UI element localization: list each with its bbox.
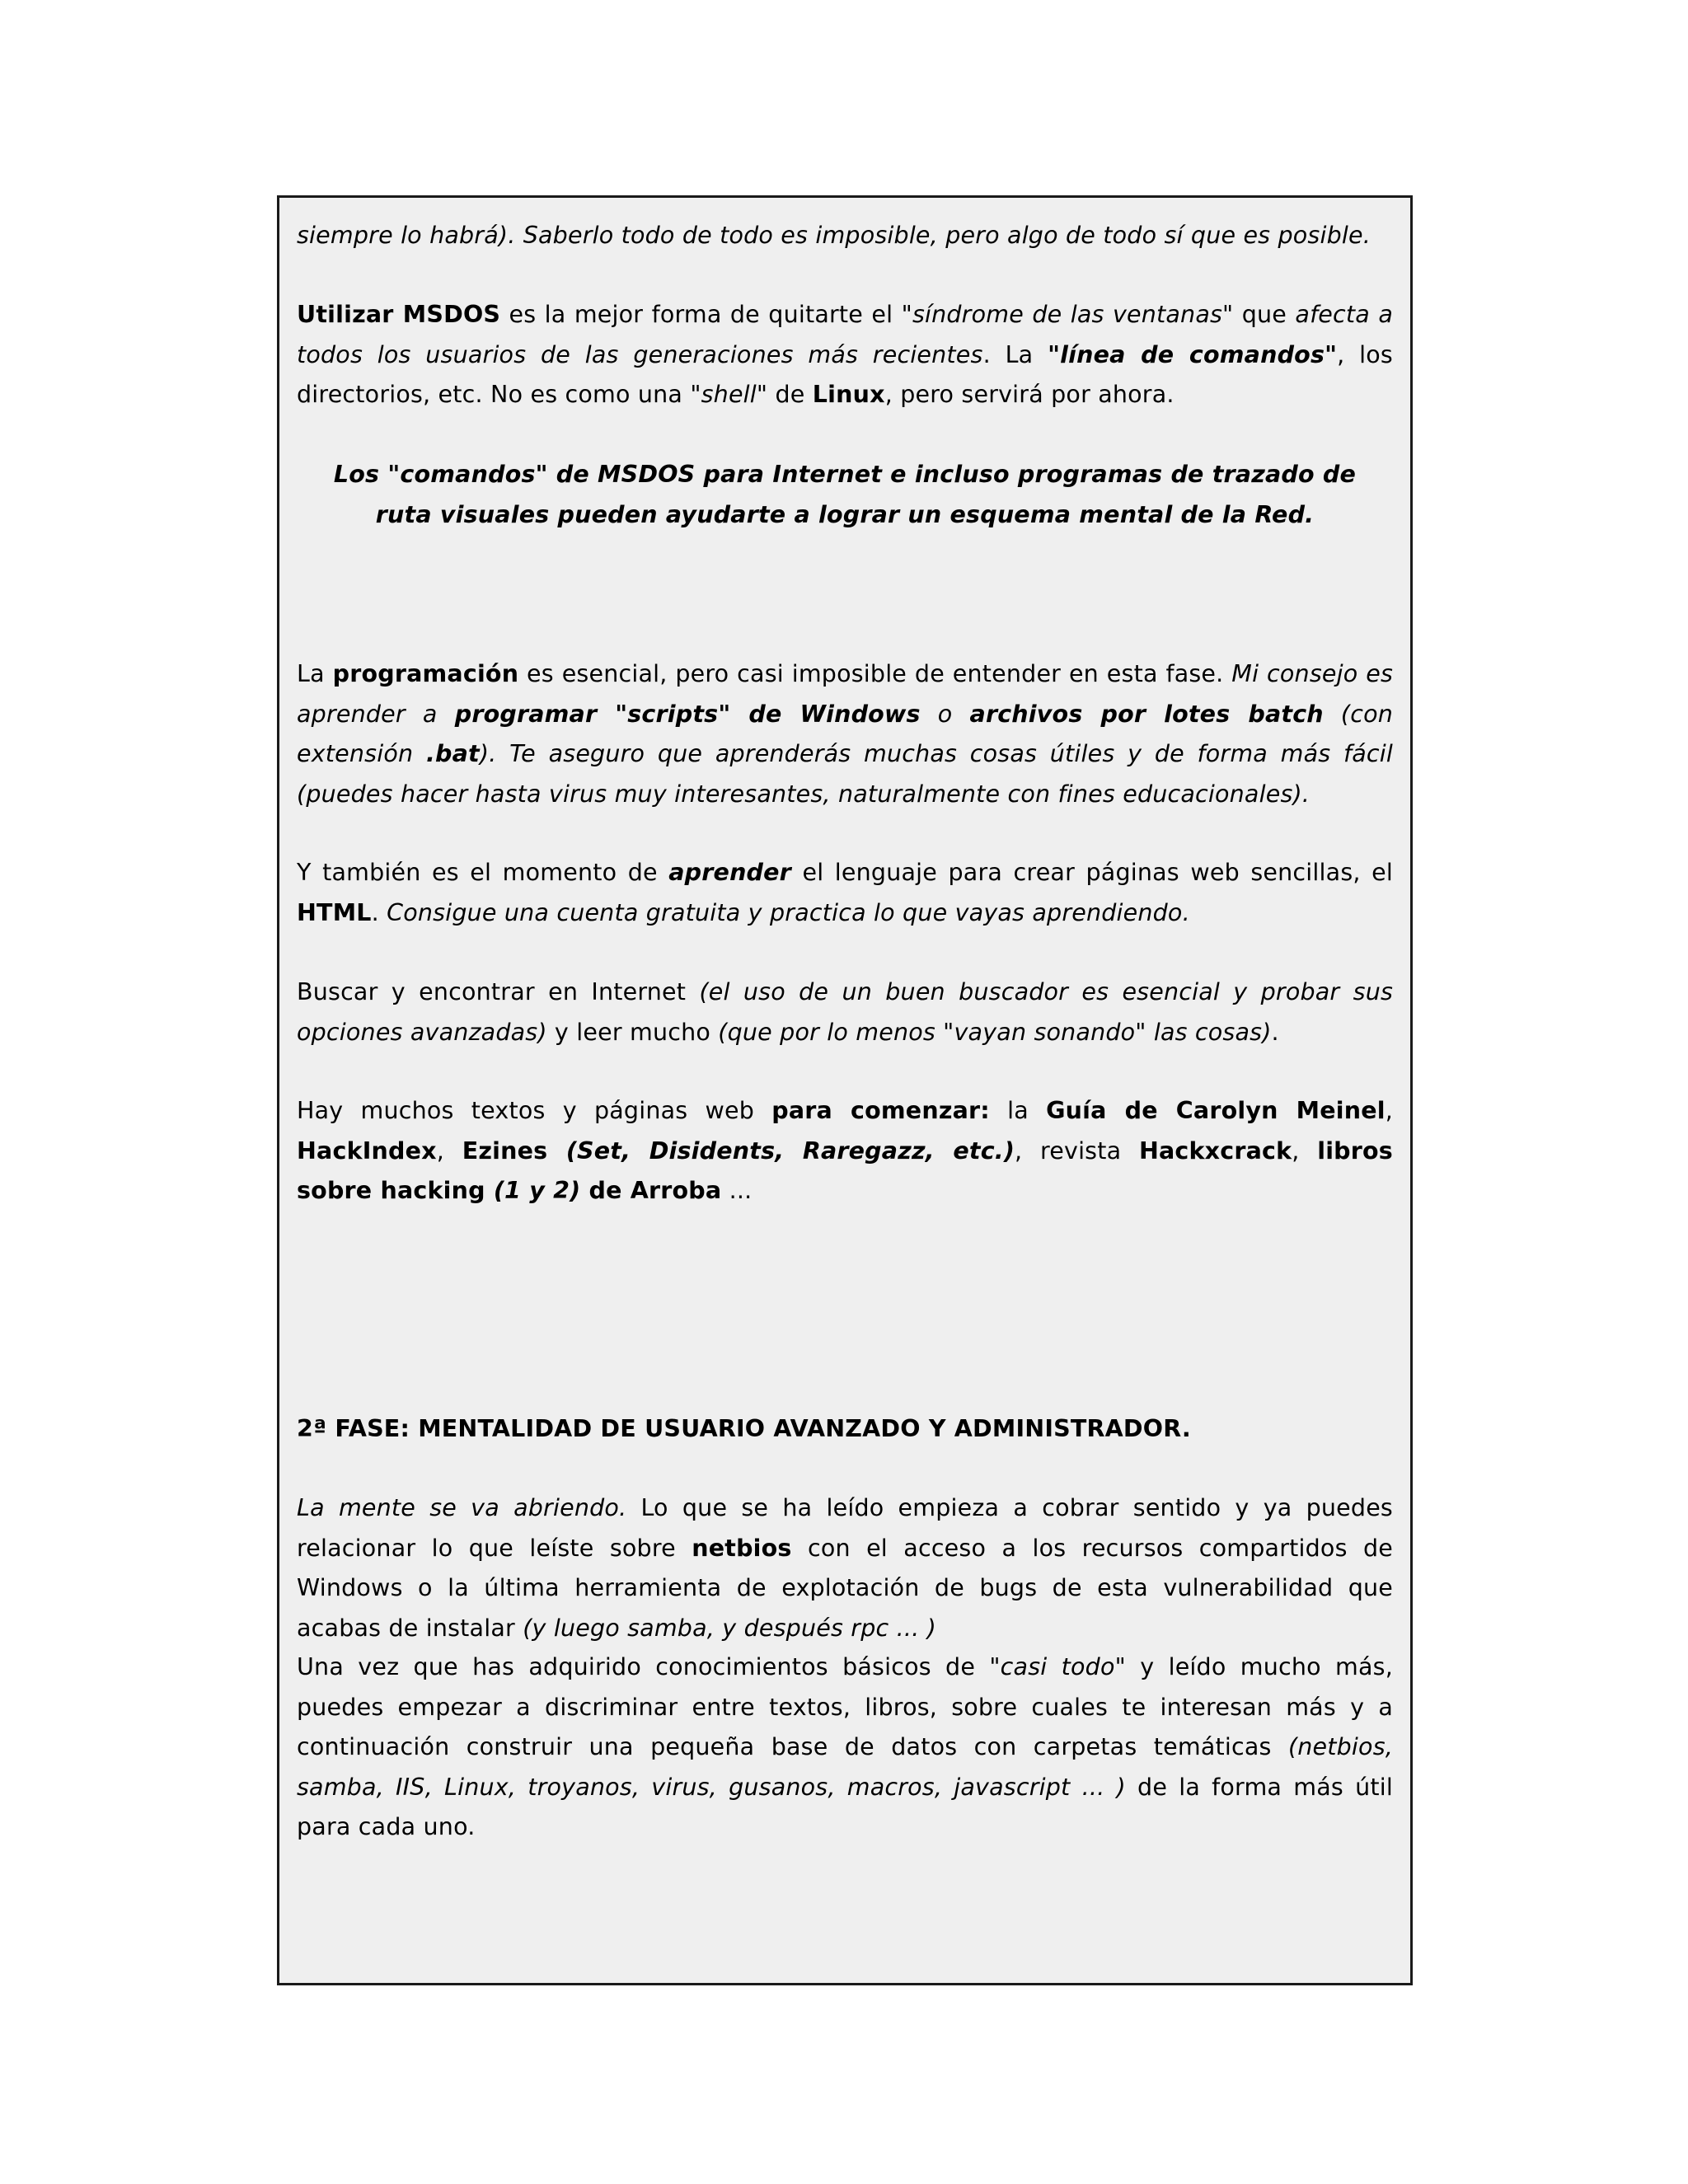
text-span: 2ª FASE: MENTALIDAD DE USUARIO AVANZADO Y ADMINISTRADOR.	[297, 1415, 1191, 1442]
paragraph-programacion	[297, 654, 1393, 814]
text-span: afecta a todos los usuarios de las generaciones más recientes	[297, 301, 1393, 368]
text-span: Hay muchos textos y páginas web	[297, 1097, 772, 1124]
text-span: Buscar y encontrar en Internet	[297, 978, 700, 1005]
text-span: netbios	[692, 1534, 792, 1562]
text-span: Ezines	[462, 1137, 566, 1165]
text-span: Mi consejo es aprender a	[297, 660, 1393, 728]
text-span: y leído mucho más, puedes empezar a discriminar entre textos, libros, sobre cuales te interesan más y a continuación construir una pequeña base de datos con carpetas temáticas	[297, 1653, 1393, 1760]
text-span: la	[989, 1097, 1047, 1124]
paragraph-base-datos	[297, 1647, 1393, 1848]
text-span: el lenguaje para crear páginas web sencillas, el	[790, 859, 1393, 886]
text-span: Linux	[812, 381, 885, 408]
text-span: HackIndex	[297, 1137, 437, 1165]
paragraph-recursos	[297, 1091, 1393, 1212]
text-span: , los directorios, etc. No es como una	[297, 340, 1393, 408]
text-span: .bat	[425, 740, 480, 767]
section-heading	[297, 1409, 1393, 1450]
text-span: . La	[982, 340, 1048, 368]
text-span: archivos por lotes batch	[969, 700, 1324, 728]
paragraph-intro-continuation	[297, 216, 1393, 256]
highlighted-quote	[330, 455, 1360, 535]
text-span: (y luego samba, y después rpc ... )	[523, 1614, 936, 1642]
text-span: "línea de comandos"	[1048, 340, 1338, 368]
text-span: programar "scripts" de Windows	[454, 700, 921, 728]
text-span: Una vez que has adquirido conocimientos básicos de	[297, 1653, 990, 1680]
text-span: .	[1271, 1018, 1279, 1046]
text-span: (el uso de un buen buscador es esencial y probar sus opciones avanzadas)	[297, 978, 1394, 1046]
text-span: (con extensión	[297, 700, 1394, 767]
text-span: aprender	[668, 859, 791, 886]
text-span: "casi todo"	[989, 1653, 1126, 1680]
text-span: HTML	[297, 898, 372, 926]
text-span: Los "comandos" de MSDOS para Internet e incluso programas de trazado de ruta visuales pueden ayudarte a lograr un esquema mental de la Red.	[333, 461, 1357, 528]
text-span: para comenzar:	[771, 1097, 990, 1124]
paragraph-html	[297, 853, 1393, 933]
text-span: ,	[1385, 1097, 1393, 1124]
text-span: (1 y 2)	[493, 1177, 581, 1204]
text-span: es esencial, pero casi imposible de entender en esta fase.	[518, 660, 1232, 687]
text-span: de la forma más útil para cada uno.	[297, 1773, 1393, 1840]
text-span: de	[767, 381, 813, 408]
text-span: "shell"	[690, 381, 768, 408]
text-span: Y también es el momento de	[297, 859, 669, 886]
text-span: ,	[1292, 1137, 1318, 1165]
text-span: ...	[721, 1177, 753, 1204]
text-span: (que por lo menos "vayan sonando" las cosas)	[718, 1018, 1272, 1046]
text-span: con el acceso a los recursos compartidos de Windows o la última herramienta de explotación de bugs de esta vulnerabilidad que acabas de instalar	[297, 1534, 1393, 1642]
text-span: (Set, Disidents, Raregazz, etc.)	[565, 1137, 1015, 1165]
text-span: , pero servirá por ahora.	[884, 381, 1175, 408]
text-span: siempre lo habrá). Saberlo todo de todo es imposible, pero algo de todo sí que es posible.	[297, 222, 1371, 249]
text-span: La mente se va abriendo.	[297, 1494, 627, 1521]
paragraph-msdos	[297, 295, 1393, 415]
text-span: ). Te aseguro que aprenderás muchas cosas útiles y de forma más fácil (puedes hacer hasta virus muy interesantes, naturalmente con fines educacionales).	[297, 740, 1394, 808]
text-span: y leer mucho	[546, 1018, 719, 1046]
text-span: programación	[332, 660, 519, 687]
text-span: ,	[436, 1137, 462, 1165]
text-span: Lo que se ha leído empieza a cobrar sentido y ya puedes relacionar lo que leíste sobre	[297, 1494, 1393, 1562]
text-span: Consigue una cuenta gratuita y practica lo que vayas aprendiendo.	[387, 898, 1190, 926]
text-span: que	[1233, 301, 1296, 328]
paragraph-mente	[297, 1488, 1393, 1648]
text-span: libros sobre hacking	[297, 1137, 1393, 1204]
text-span: Utilizar MSDOS	[297, 301, 501, 328]
text-span: es la mejor forma de quitarte el	[500, 301, 902, 328]
text-span: , revista	[1015, 1137, 1139, 1165]
paragraph-buscar	[297, 972, 1393, 1052]
text-span: La	[297, 660, 333, 687]
text-span: Guía de Carolyn Meinel	[1046, 1097, 1386, 1124]
text-span: Hackxcrack	[1138, 1137, 1292, 1165]
text-span: de Arroba	[580, 1177, 722, 1204]
text-span: (netbios, samba, IIS, Linux, troyanos, virus, gusanos, macros, javascript ... )	[297, 1733, 1393, 1801]
text-span: "síndrome de las ventanas"	[901, 301, 1234, 328]
text-span: .	[371, 898, 387, 926]
text-span: o	[920, 700, 970, 728]
